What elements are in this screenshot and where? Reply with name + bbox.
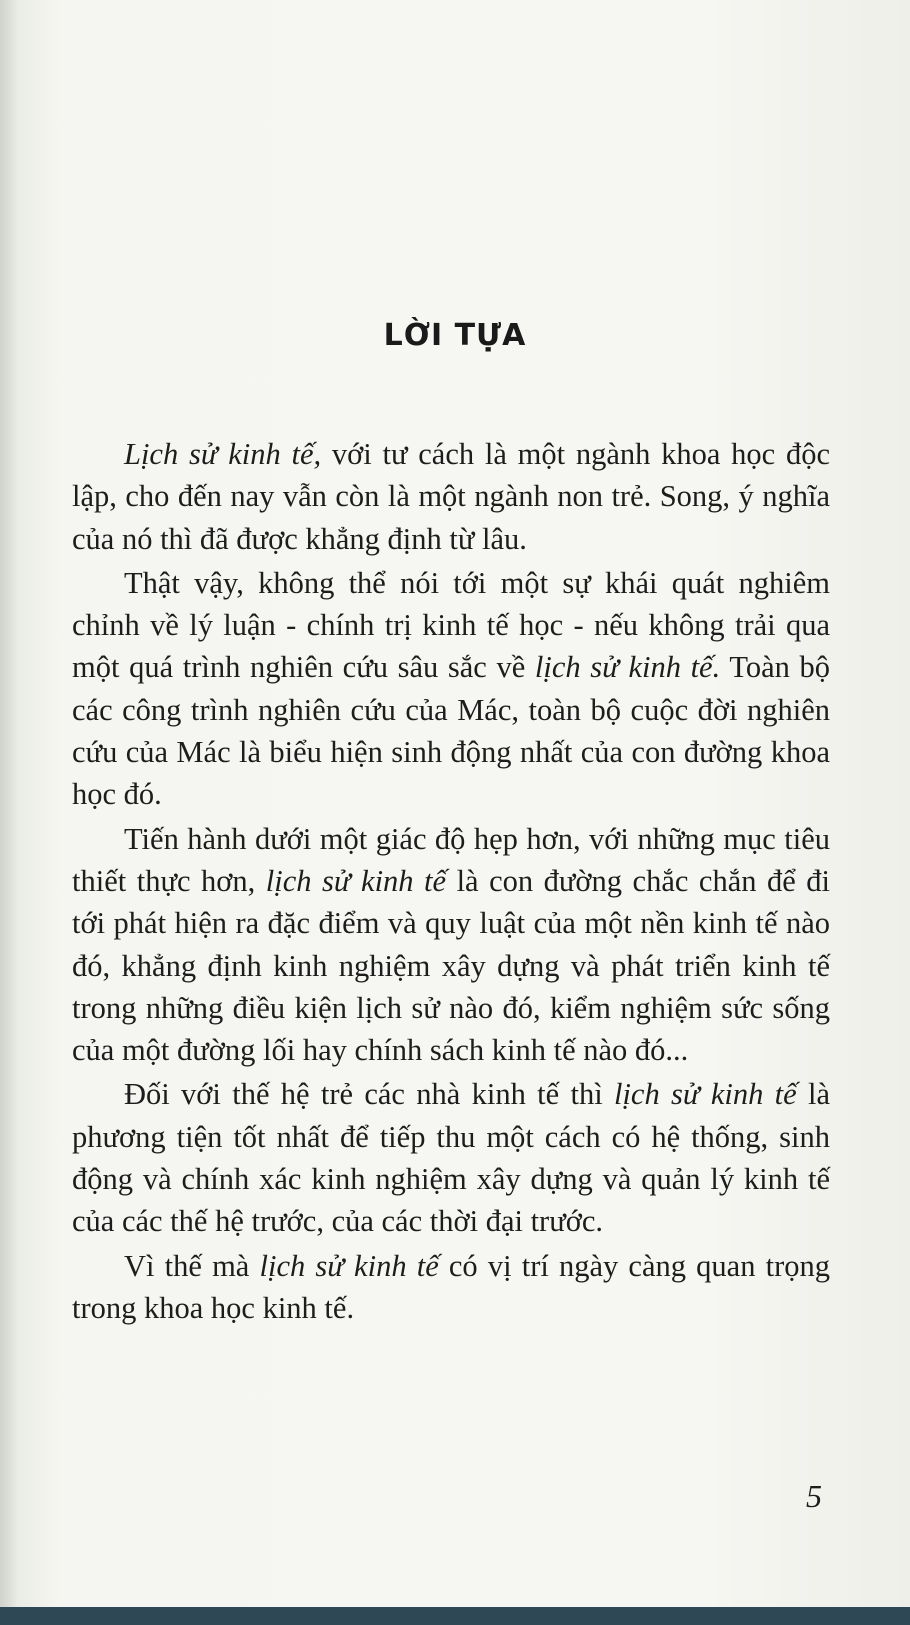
- page-spine-shadow: [0, 0, 18, 1625]
- text-run: lịch sử kinh tế: [259, 1248, 439, 1283]
- text-run: Tiến hành dưới một giác độ hẹp hơn, với những mục tiêu thiết thực hơn,: [72, 821, 830, 898]
- text-run: Thật vậy, không thể nói tới một sự khái quát nghiêm chỉnh về lý luận - chính trị kinh tế học - nếu không trải qua một quá trình nghiên cứu sâu sắc về: [72, 565, 830, 685]
- page-title: LỜI TỰA: [383, 318, 527, 353]
- paragraph: [72, 433, 830, 560]
- page-number: 5: [806, 1478, 822, 1514]
- paragraph: [72, 1073, 830, 1242]
- paragraph: [72, 818, 830, 1072]
- text-run: là phương tiện tốt nhất để tiếp thu một cách có hệ thống, sinh động và chính xác kinh nghiệm xây dựng và quản lý kinh tế của các thế hệ trước, của các thời đại trước.: [72, 1077, 830, 1239]
- body-text: [72, 433, 830, 1329]
- text-run: lịch sử kinh tế: [613, 1077, 797, 1112]
- text-run: với tư cách là một ngành khoa học độc lập, cho đến nay vẫn còn là một ngành non trẻ. Song, ý nghĩa của nó thì đã được khẳng định từ lâu.: [72, 437, 830, 556]
- text-run: lịch sử kinh tế: [265, 863, 447, 898]
- text-run: Đối với thế hệ trẻ các nhà kinh tế thì: [124, 1077, 614, 1112]
- text-run: Lịch sử kinh tế,: [124, 437, 322, 471]
- text-run: Toàn bộ các công trình nghiên cứu của Mác, toàn bộ cuộc đời nghiên cứu của Mác là biểu hiện sinh động nhất của con đường khoa học đó.: [72, 650, 830, 812]
- text-run: lịch sử kinh tế.: [534, 650, 721, 685]
- text-run: có vị trí ngày càng quan trọng trong khoa học kinh tế.: [72, 1248, 830, 1325]
- text-run: Vì thế mà: [124, 1248, 260, 1283]
- paragraph: [72, 562, 830, 816]
- text-run: là con đường chắc chắn để đi tới phát hiện ra đặc điểm và quy luật của một nền kinh tế nào đó, khẳng định kinh nghiệm xây dựng và phát triển kinh tế trong những điều kiện lịch sử nào đó, kiểm nghiệm sức sống của một đường lối hay chính sách kinh tế nào đó...: [72, 863, 831, 1068]
- paragraph: [72, 1245, 830, 1330]
- page-bottom-edge: [0, 1607, 910, 1625]
